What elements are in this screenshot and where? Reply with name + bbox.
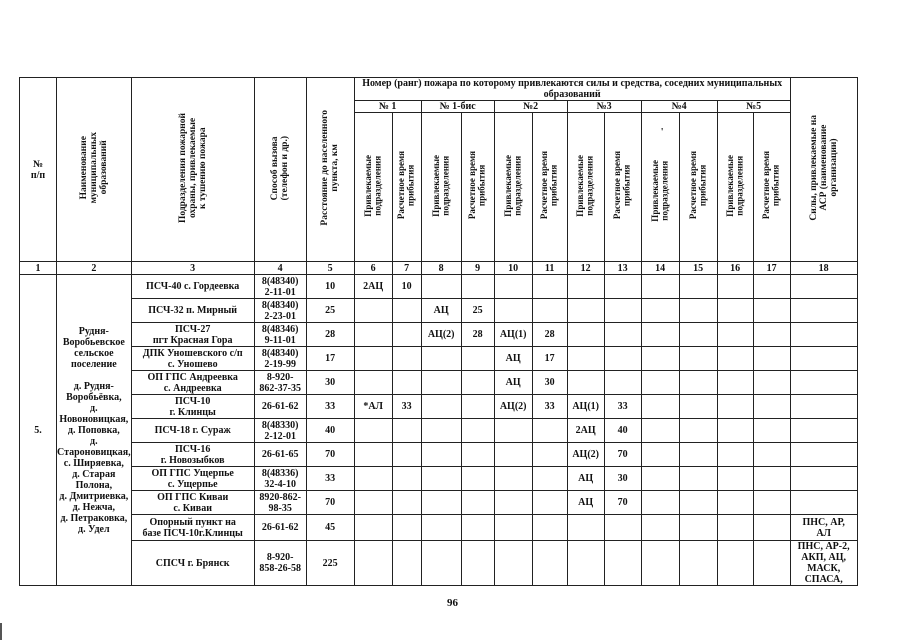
rank-time-cell (392, 371, 421, 395)
distance-km: 33 (306, 395, 354, 419)
rank-time-cell: 30 (604, 467, 641, 491)
rank-time-cell (753, 347, 790, 371)
header-sub-time: Расчетное время прибытия (679, 113, 717, 262)
header-num: № п/п (20, 78, 57, 262)
rank-unit-cell (354, 491, 392, 515)
page-number: 96 (447, 597, 458, 609)
rank-unit-cell (494, 541, 532, 586)
rank-time-cell: 17 (532, 347, 567, 371)
rank-time-cell (753, 299, 790, 323)
rank-unit-cell: 2АЦ (354, 275, 392, 299)
unit-name: ПСЧ-27 пгт Красная Гора (131, 323, 254, 347)
unit-name: ПСЧ-10 г. Клинцы (131, 395, 254, 419)
table-row (20, 275, 858, 299)
rank-unit-cell (354, 371, 392, 395)
rank-time-cell (604, 541, 641, 586)
rank-unit-cell: АЦ (567, 467, 604, 491)
unit-name: ПСЧ-40 с. Гордеевка (131, 275, 254, 299)
asr-forces (790, 299, 857, 323)
distance-km: 30 (306, 371, 354, 395)
rank-time-cell (753, 395, 790, 419)
rank-time-cell (461, 491, 494, 515)
column-number-5: 5 (306, 262, 354, 275)
call-method: 8(48330) 2-12-01 (254, 419, 306, 443)
rank-time-cell: 70 (604, 491, 641, 515)
rank-time-cell (532, 299, 567, 323)
call-method: 8(48340) 2-19-99 (254, 347, 306, 371)
call-method: 26-61-65 (254, 443, 306, 467)
call-method: 8-920- 858-26-58 (254, 541, 306, 586)
rank-unit-cell (717, 323, 753, 347)
column-number-4: 4 (254, 262, 306, 275)
header-rank-2: № 1-бис (421, 101, 494, 113)
header-sub-units: Привлекаемые подразделения (717, 113, 753, 262)
table-row (20, 515, 858, 541)
distance-km: 45 (306, 515, 354, 541)
rank-unit-cell (717, 515, 753, 541)
rank-time-cell (461, 467, 494, 491)
rank-unit-cell: АЦ (567, 491, 604, 515)
rank-time-cell (461, 419, 494, 443)
rank-time-cell (392, 347, 421, 371)
rank-time-cell (604, 299, 641, 323)
rank-time-cell: 40 (604, 419, 641, 443)
table-row (20, 467, 858, 491)
column-number-1: 1 (20, 262, 57, 275)
header-ranks-title: Номер (ранг) пожара по которому привлекаются силы и средства, соседних муниципальных образований (354, 78, 790, 101)
rank-unit-cell (717, 347, 753, 371)
rank-time-cell (679, 323, 717, 347)
rank-unit-cell (567, 323, 604, 347)
rank-unit-cell (641, 541, 679, 586)
header-sub-time: Расчетное время прибытия (604, 113, 641, 262)
rank-unit-cell (717, 371, 753, 395)
table-row (20, 541, 858, 586)
header-sub-time: Расчетное время прибытия (753, 113, 790, 262)
distance-km: 10 (306, 275, 354, 299)
rank-time-cell (532, 491, 567, 515)
asr-forces (790, 443, 857, 467)
distance-km: 17 (306, 347, 354, 371)
call-method: 8(48346) 9-11-01 (254, 323, 306, 347)
rank-unit-cell (354, 515, 392, 541)
rank-unit-cell (354, 347, 392, 371)
unit-name: ПСЧ-16 г. Новозыбков (131, 443, 254, 467)
rank-unit-cell (354, 467, 392, 491)
rank-unit-cell (717, 299, 753, 323)
rank-time-cell (461, 395, 494, 419)
municipality-name: Рудня- Воробьевское сельское поселение д. Рудня- Воробьёвка, д. Новоновицкая, д. Поповка, д. Староновицкая, с. Ширяевка, д. Старая Полона, д. Дмитриевка, д. Нежча, д. Петраковка, д. Удел (57, 275, 132, 586)
rank-unit-cell (567, 275, 604, 299)
rank-unit-cell (421, 491, 461, 515)
rank-time-cell (392, 491, 421, 515)
rank-unit-cell (421, 275, 461, 299)
rank-unit-cell (717, 275, 753, 299)
rank-unit-cell: 2АЦ (567, 419, 604, 443)
rank-unit-cell (567, 347, 604, 371)
call-method: 8-920- 862-37-35 (254, 371, 306, 395)
rank-unit-cell (421, 419, 461, 443)
rank-unit-cell (354, 299, 392, 323)
unit-name: ОП ГПС Андреевка с. Андреевка (131, 371, 254, 395)
rank-time-cell (461, 371, 494, 395)
rank-time-cell (679, 299, 717, 323)
rank-time-cell: 33 (604, 395, 641, 419)
unit-name: СПСЧ г. Брянск (131, 541, 254, 586)
rank-unit-cell (641, 491, 679, 515)
asr-forces (790, 275, 857, 299)
rank-time-cell (461, 443, 494, 467)
rank-unit-cell (717, 395, 753, 419)
rank-time-cell (392, 419, 421, 443)
rank-time-cell (532, 443, 567, 467)
rank-time-cell (392, 299, 421, 323)
rank-time-cell (392, 323, 421, 347)
distance-km: 40 (306, 419, 354, 443)
rank-unit-cell (421, 541, 461, 586)
row-index: 5. (20, 275, 57, 586)
rank-time-cell (753, 467, 790, 491)
rank-unit-cell: АЦ(1) (567, 395, 604, 419)
rank-unit-cell (494, 515, 532, 541)
rank-time-cell (392, 515, 421, 541)
column-number-16: 16 (717, 262, 753, 275)
rank-time-cell: 33 (532, 395, 567, 419)
asr-forces (790, 347, 857, 371)
header-rank-3: №2 (494, 101, 567, 113)
column-number-8: 8 (421, 262, 461, 275)
header-sub-units: Привлекаемые подразделения (354, 113, 392, 262)
rank-time-cell (604, 347, 641, 371)
rank-time-cell (461, 515, 494, 541)
rank-time-cell: 70 (604, 443, 641, 467)
column-number-17: 17 (753, 262, 790, 275)
unit-name: Опорный пункт на базе ПСЧ-10г.Клинцы (131, 515, 254, 541)
rank-unit-cell: АЦ(2) (494, 395, 532, 419)
rank-unit-cell (717, 467, 753, 491)
rank-time-cell (679, 491, 717, 515)
rank-time-cell (679, 371, 717, 395)
rank-time-cell (679, 467, 717, 491)
table-row (20, 419, 858, 443)
rank-unit-cell (354, 323, 392, 347)
rank-unit-cell (421, 347, 461, 371)
column-number-10: 10 (494, 262, 532, 275)
asr-forces (790, 395, 857, 419)
rank-time-cell (679, 443, 717, 467)
rank-unit-cell (421, 371, 461, 395)
rank-unit-cell: АЦ(1) (494, 323, 532, 347)
rank-unit-cell (641, 467, 679, 491)
rank-time-cell (753, 541, 790, 586)
header-municipality: Наименование муниципальных образований (57, 78, 132, 262)
header-sub-time: Расчетное время прибытия (461, 113, 494, 262)
header-call-method: Способ вызова (телефон и др.) (254, 78, 306, 262)
unit-name: ДПК Уношевского с/п с. Уношево (131, 347, 254, 371)
rank-unit-cell (421, 467, 461, 491)
rank-time-cell (753, 491, 790, 515)
rank-unit-cell (421, 443, 461, 467)
asr-forces: ПНС, АР-2, АКП, АЦ, МАСК, СПАСА, (790, 541, 857, 586)
rank-unit-cell (717, 491, 753, 515)
rank-unit-cell (641, 347, 679, 371)
rank-time-cell (679, 515, 717, 541)
table-row (20, 395, 858, 419)
rank-unit-cell: АЦ (494, 347, 532, 371)
asr-forces (790, 371, 857, 395)
rank-time-cell (753, 275, 790, 299)
rank-unit-cell (494, 467, 532, 491)
column-number-7: 7 (392, 262, 421, 275)
table-row (20, 371, 858, 395)
unit-name: ПСЧ-18 г. Сураж (131, 419, 254, 443)
rank-unit-cell (567, 371, 604, 395)
rank-time-cell (532, 467, 567, 491)
rank-unit-cell: АЦ(2) (567, 443, 604, 467)
rank-time-cell (604, 323, 641, 347)
rank-time-cell (679, 395, 717, 419)
rank-time-cell (532, 275, 567, 299)
distance-km: 33 (306, 467, 354, 491)
rank-unit-cell (421, 395, 461, 419)
rank-time-cell (604, 371, 641, 395)
call-method: 8920-862- 98-35 (254, 491, 306, 515)
header-rank-1: № 1 (354, 101, 421, 113)
column-number-9: 9 (461, 262, 494, 275)
rank-time-cell (532, 541, 567, 586)
column-number-14: 14 (641, 262, 679, 275)
column-number-2: 2 (57, 262, 132, 275)
rank-time-cell (679, 275, 717, 299)
rank-unit-cell (641, 419, 679, 443)
rank-time-cell: 28 (532, 323, 567, 347)
header-rank-5: №4 (641, 101, 717, 113)
column-number-15: 15 (679, 262, 717, 275)
distance-km: 28 (306, 323, 354, 347)
asr-forces (790, 323, 857, 347)
scan-edge-mark (0, 623, 2, 640)
distance-km: 25 (306, 299, 354, 323)
column-number-3: 3 (131, 262, 254, 275)
rank-time-cell (679, 347, 717, 371)
rank-unit-cell (354, 443, 392, 467)
column-number-12: 12 (567, 262, 604, 275)
rank-unit-cell (494, 299, 532, 323)
rank-time-cell: 28 (461, 323, 494, 347)
column-number-6: 6 (354, 262, 392, 275)
rank-unit-cell (641, 371, 679, 395)
rank-time-cell (753, 443, 790, 467)
rank-unit-cell (567, 541, 604, 586)
asr-forces (790, 467, 857, 491)
rank-time-cell (532, 515, 567, 541)
rank-unit-cell (494, 491, 532, 515)
rank-unit-cell (354, 419, 392, 443)
rank-unit-cell (567, 299, 604, 323)
column-number-18: 18 (790, 262, 857, 275)
call-method: 8(48340) 2-23-01 (254, 299, 306, 323)
rank-unit-cell (641, 299, 679, 323)
distance-km: 225 (306, 541, 354, 586)
stray-mark: ' (660, 127, 664, 139)
fire-forces-table (19, 77, 858, 586)
call-method: 26-61-62 (254, 395, 306, 419)
table-row (20, 323, 858, 347)
header-rank-6: №5 (717, 101, 790, 113)
rank-time-cell (753, 371, 790, 395)
rank-time-cell (461, 541, 494, 586)
rank-time-cell: 33 (392, 395, 421, 419)
rank-unit-cell (641, 395, 679, 419)
call-method: 8(48336) 32-4-10 (254, 467, 306, 491)
asr-forces (790, 491, 857, 515)
rank-unit-cell: АЦ (494, 371, 532, 395)
header-units: Подразделения пожарной охраны, привлекаемые к тушению пожара (131, 78, 254, 262)
rank-unit-cell (717, 443, 753, 467)
rank-unit-cell: АЦ (421, 299, 461, 323)
rank-time-cell (461, 347, 494, 371)
rank-unit-cell: АЦ(2) (421, 323, 461, 347)
rank-time-cell (753, 515, 790, 541)
header-sub-units: Привлекаемые подразделения (421, 113, 461, 262)
asr-forces (790, 419, 857, 443)
rank-time-cell: 25 (461, 299, 494, 323)
column-number-11: 11 (532, 262, 567, 275)
rank-unit-cell (641, 323, 679, 347)
rank-time-cell (679, 541, 717, 586)
rank-time-cell (392, 443, 421, 467)
rank-unit-cell (641, 443, 679, 467)
header-distance: Расстояние до населенного пункта, км (306, 78, 354, 262)
rank-time-cell (604, 275, 641, 299)
header-sub-units: ' Привлекаемые подразделения (641, 113, 679, 262)
rank-unit-cell (354, 541, 392, 586)
rank-time-cell (461, 275, 494, 299)
rank-time-cell (392, 467, 421, 491)
rank-unit-cell (641, 515, 679, 541)
table-row (20, 491, 858, 515)
rank-time-cell (604, 515, 641, 541)
call-method: 8(48340) 2-11-01 (254, 275, 306, 299)
header-rank-4: №3 (567, 101, 641, 113)
unit-name: ОП ГПС Ущерпье с. Ущерпье (131, 467, 254, 491)
table-row (20, 347, 858, 371)
rank-unit-cell (567, 515, 604, 541)
rank-time-cell (392, 541, 421, 586)
rank-unit-cell (421, 515, 461, 541)
header-sub-units: Привлекаемые подразделения (567, 113, 604, 262)
rank-unit-cell (717, 541, 753, 586)
header-sub-time: Расчетное время прибытия (392, 113, 421, 262)
rank-time-cell: 30 (532, 371, 567, 395)
distance-km: 70 (306, 491, 354, 515)
asr-forces: ПНС, АР, АЛ (790, 515, 857, 541)
distance-km: 70 (306, 443, 354, 467)
column-number-13: 13 (604, 262, 641, 275)
unit-name: ОП ГПС Киваи с. Киваи (131, 491, 254, 515)
call-method: 26-61-62 (254, 515, 306, 541)
header-sub-time: Расчетное время прибытия (532, 113, 567, 262)
table-row (20, 299, 858, 323)
table-row (20, 443, 858, 467)
rank-unit-cell: *АЛ (354, 395, 392, 419)
rank-time-cell: 10 (392, 275, 421, 299)
rank-time-cell (532, 419, 567, 443)
header-sub-units: Привлекаемые подразделения (494, 113, 532, 262)
rank-unit-cell (494, 275, 532, 299)
rank-unit-cell (494, 443, 532, 467)
rank-time-cell (753, 419, 790, 443)
rank-unit-cell (494, 419, 532, 443)
rank-unit-cell (641, 275, 679, 299)
header-asr: Силы, привлекаемые на АСР (наименование организации) (790, 78, 857, 262)
rank-time-cell (753, 323, 790, 347)
unit-name: ПСЧ-32 п. Мирный (131, 299, 254, 323)
rank-time-cell (679, 419, 717, 443)
rank-unit-cell (717, 419, 753, 443)
